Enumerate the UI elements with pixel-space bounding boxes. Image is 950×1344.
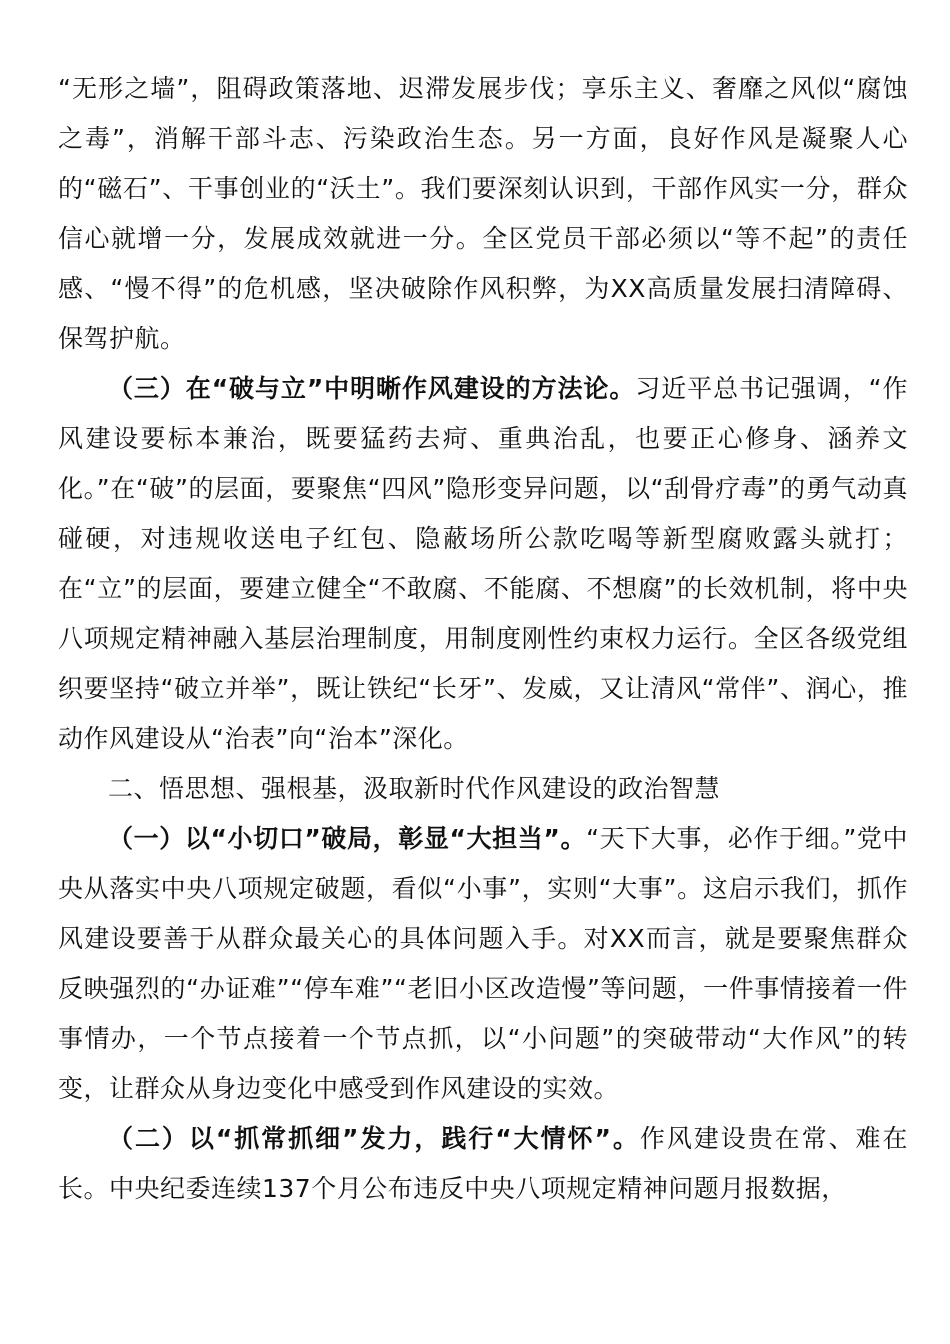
paragraph-subsection-one [58, 814, 908, 1114]
section-heading: （一）以“小切口”破局，彰显“大担当”。 [108, 824, 587, 853]
paragraph-continuation [58, 64, 908, 364]
paragraph-body: 习近平总书记强调，“作风建设要标本兼治，既要猛药去疴、重典治乱，也要正心修身、涵养文化。”在“破”的层面，要聚焦“四风”隐形变异问题，以“刮骨疗毒”的勇气动真碰硬，对违规收送电子红包、隐蔽场所公款吃喝等新型腐败露头就打；在“立”的层面，要建立健全“不敢腐、不能腐、不想腐”的长效机制，将中央八项规定精神融入基层治理制度，用制度刚性约束权力运行。全区各级党组织要坚持“破立并举”，既让铁纪“长牙”、发威，又让清风“常伴”、润心，推动作风建设从“治表”向“治本”深化。 [58, 374, 908, 753]
chapter-title: 二、悟思想、强根基，汲取新时代作风建设的政治智慧 [108, 774, 721, 803]
chapter-heading [58, 764, 908, 814]
paragraph-body: “天下大事，必作于细。”党中央从落实中央八项规定破题，看似“小事”，实则“大事”。这启示我们，抓作风建设要善于从群众最关心的具体问题入手。对XX而言，就是要聚焦群众反映强烈的“办证难”“停车难”“老旧小区改造慢”等问题，一件事情接着一件事情办，一个节点接着一个节点抓，以“小问题”的突破带动“大作风”的转变，让群众从身边变化中感受到作风建设的实效。 [58, 824, 909, 1103]
paragraph-body: 作风建设贵在常、难在长。中央纪委连续137个月公布违反中央八项规定精神问题月报数据， [58, 1124, 908, 1203]
paragraph-body: “无形之墙”，阻碍政策落地、迟滞发展步伐；享乐主义、奢靡之风似“腐蚀之毒”，消解干部斗志、污染政治生态。另一方面，良好作风是凝聚人心的“磁石”、干事创业的“沃土”。我们要深刻认识到，干部作风实一分，群众信心就增一分，发展成效就进一分。全区党员干部必须以“等不起”的责任感、“慢不得”的危机感，坚决破除作风积弊，为XX高质量发展扫清障碍、保驾护航。 [58, 74, 908, 353]
document-page [58, 64, 908, 1214]
section-heading: （二）以“抓常抓细”发力，践行“大情怀”。 [108, 1124, 640, 1153]
paragraph-subsection-two [58, 1114, 908, 1214]
paragraph-section-three [58, 364, 908, 764]
section-heading: （三）在“破与立”中明晰作风建设的方法论。 [108, 374, 636, 403]
